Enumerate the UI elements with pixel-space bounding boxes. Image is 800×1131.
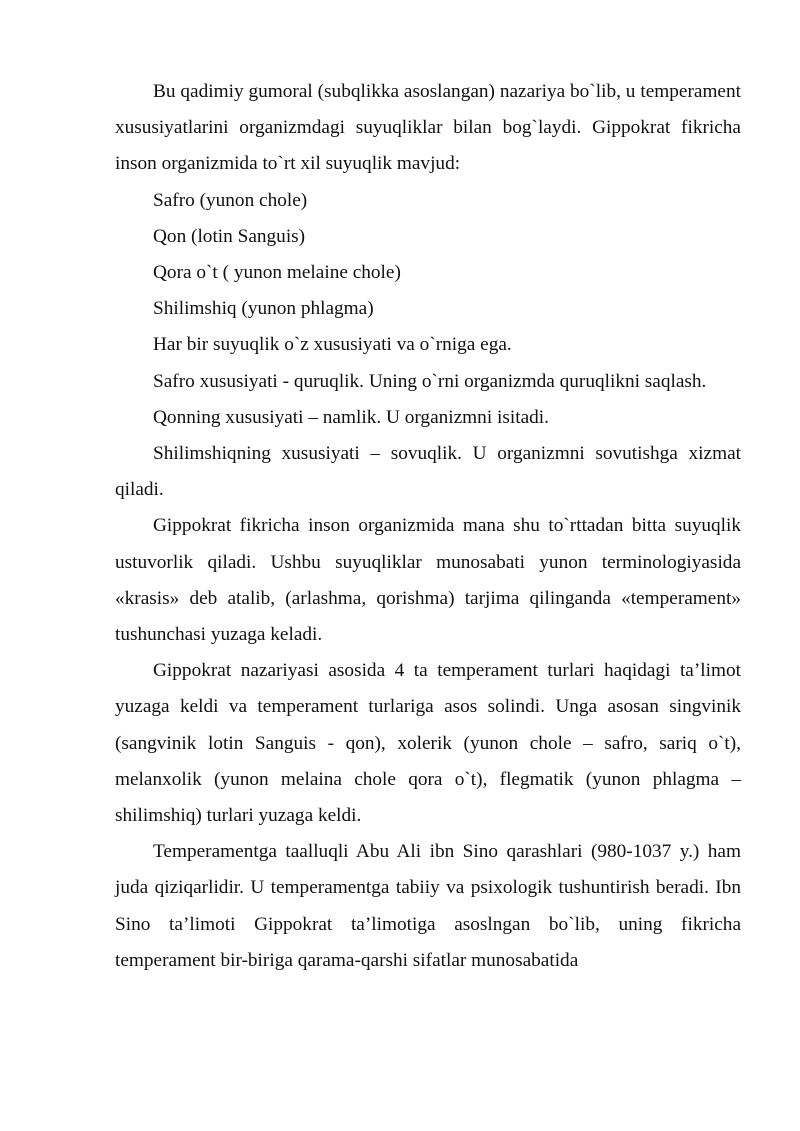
paragraph-safro-property: Safro xususiyati - quruqlik. Uning o`rni organizmda quruqlikni saqlash. [153,370,707,392]
document-body [115,74,741,979]
list-item-qon: Qon (lotin Sanguis) [153,225,306,247]
list-item-qora-ot: Qora o`t ( yunon melaine chole) [153,262,401,284]
paragraph-krasis: Gippokrat fikricha inson organizmida mana shu to`rttadan bitta suyuqlik ustuvorlik qiladi. Ushbu suyuqliklar munosabati yunon terminologiyasida «krasis» deb atalib, (arlashma, qorishma) tarjima qilinganda «temperament» tushunchasi yuzaga keladi. [115,515,741,646]
paragraph-four-types: Gippokrat nazariyasi asosida 4 ta temperament turlari haqidagi ta’limot yuzaga keldi va temperament turlariga asos solindi. Unga asosan singvinik (sangvinik lotin Sanguis - qon), xolerik (yunon chole – safro, sariq o`t), melanxolik (yunon melaina chole qora o`t), flegmatik (yunon phlagma – shilimshiq) turlari yuzaga keldi. [115,660,741,827]
list-item-shilimshiq: Shilimshiq (yunon phlagma) [153,298,374,320]
paragraph-ibn-sino: Temperamentga taalluqli Abu Ali ibn Sino qarashlari (980-1037 y.) ham juda qiziqarlidir. U temperamentga tabiiy va psixologik tushuntirish beradi. Ibn Sino ta’limoti Gippokrat ta’limotiga asoslngan bo`lib, uning fikricha temperament bir-biriga qarama-qarshi sifatlar munosabatida [115,841,741,971]
paragraph-qon-property: Qonning xususiyati – namlik. U organizmni isitadi. [153,406,549,428]
paragraph-each-fluid: Har bir suyuqlik o`z xususiyati va o`rniga ega. [153,334,512,356]
list-item-safro: Safro (yunon chole) [153,189,308,211]
paragraph-shilimshiq-property: Shilimshiqning xususiyati – sovuqlik. U organizmni sovutishga xizmat qiladi. [115,443,741,501]
paragraph-humoral-theory: Bu qadimiy gumoral (subqlikka asoslangan) nazariya bo`lib, u temperament xususiyatlarini organizmdagi suyuqliklar bilan bog`laydi. Gippokrat fikricha inson organizmida to`rt xil suyuqlik mavjud: [115,81,741,175]
